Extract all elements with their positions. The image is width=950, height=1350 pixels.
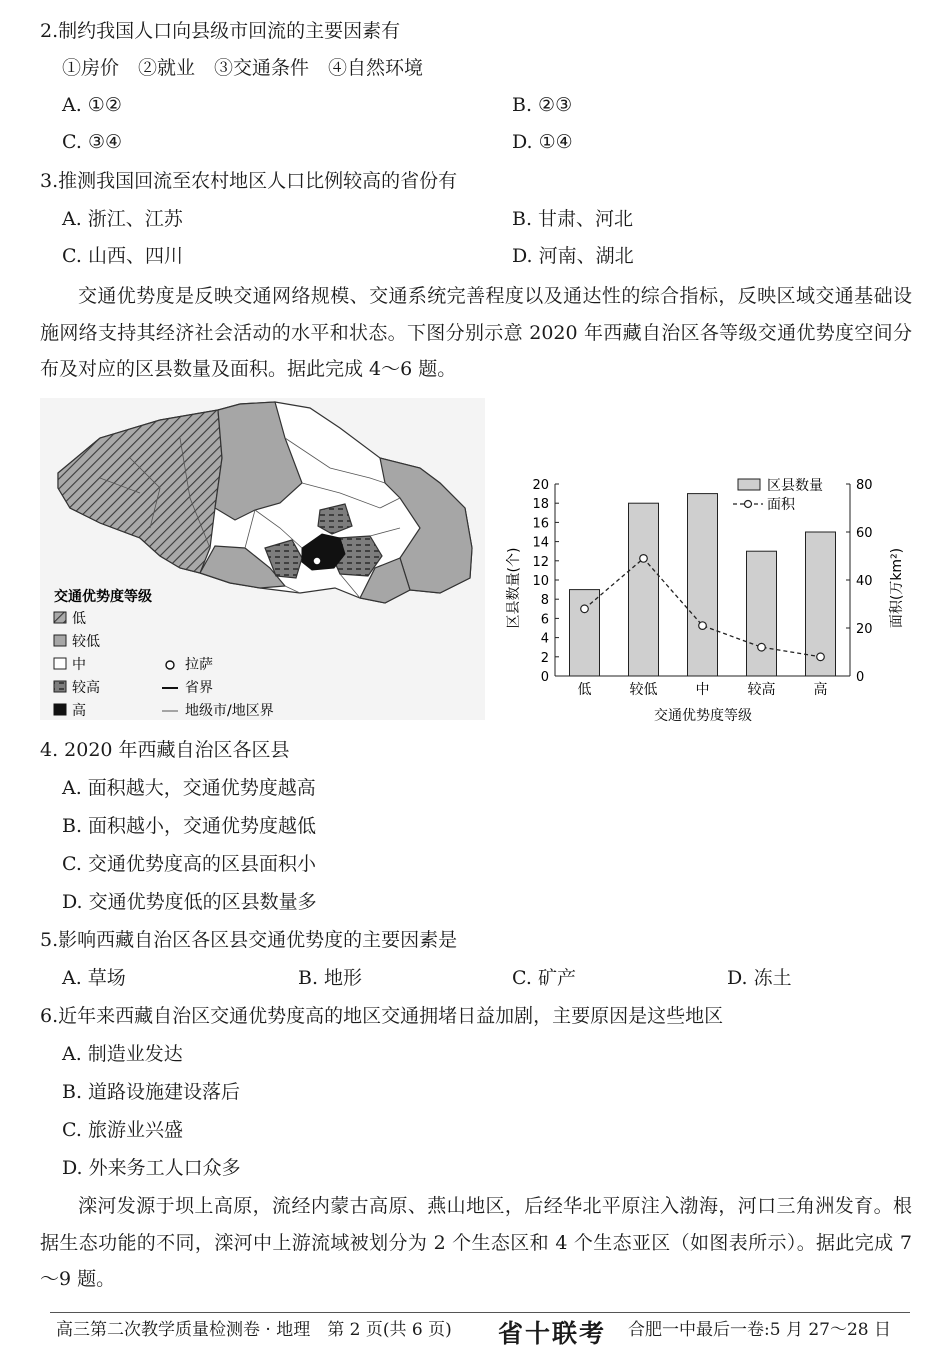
q2-option-b: B. ②③ [512,94,573,116]
passage-transport: 交通优势度是反映交通网络规模、交通系统完善程度以及通达性的综合指标，反映区域交通基础设施网络支持其经济社会活动的水平和状态。下图分别示意 2020 年西藏自治区各等级交通优势度空间分布及对应的区县数量及面积。据此完成 4～6 题。 [40,285,912,380]
legend-bar-label: 区县数量 [767,478,823,494]
chart-area-point [817,653,825,661]
q2-option-d: D. ①④ [512,131,573,153]
legend-line-label: 面积 [767,497,795,513]
chart-ytick-right-label: 80 [856,478,873,493]
q6-option-a: A. 制造业发达 [62,1043,183,1065]
tibet-transport-map [40,398,485,720]
q4-option-b: B. 面积越小，交通优势度越低 [62,815,317,837]
legend-line-marker [745,501,752,508]
q4-option-a: A. 面积越大，交通优势度越高 [62,777,316,799]
legend-label-high: 高 [72,703,86,719]
q5-option-c: C. 矿产 [512,967,576,989]
legend-swatch-high [54,704,66,715]
q3-option-d: D. 河南、湖北 [512,245,634,267]
chart-ylabel-left: 区县数量(个) [506,547,522,629]
legend-label-low: 低 [72,611,86,627]
chart-category-label: 高 [813,682,828,698]
lhasa-marker [313,557,321,565]
chart-ytick-right-label: 20 [856,622,873,637]
chart-bar [629,503,659,676]
legend-city-border-label: 地级市/地区界 [185,703,274,719]
q4-option-c: C. 交通优势度高的区县面积小 [62,853,316,875]
legend-label-higher: 较高 [72,680,100,696]
legend-label-lower: 较低 [72,634,100,650]
legend-swatch-mid [54,658,66,669]
chart-ytick-right-label: 0 [856,670,865,685]
legend-province-border-label: 省界 [185,680,213,696]
legend-swatch-higher [54,681,66,692]
chart-bar [747,551,777,676]
chart-area-point [640,555,648,563]
chart-ytick-left-label: 8 [540,593,549,609]
q2-option-c: C. ③④ [62,131,123,153]
legend-bar-swatch [738,479,760,490]
q6-option-c: C. 旅游业兴盛 [62,1119,183,1141]
footer-brand: 省十联考 [498,1319,607,1348]
chart-area-point [699,622,707,630]
chart-category-label: 较高 [747,682,776,698]
chart-category-label: 低 [577,682,592,698]
q4-option-d: D. 交通优势度低的区县数量多 [62,891,317,913]
chart-ytick-left-label: 16 [532,516,549,532]
q6-option-b: B. 道路设施建设落后 [62,1081,241,1103]
chart-ytick-left-label: 18 [532,497,549,513]
map-legend-title: 交通优势度等级 [54,589,152,605]
chart-ytick-left-label: 12 [532,554,549,570]
chart-bar [688,494,718,676]
chart-category-label: 中 [695,682,710,698]
passage-luan-river: 滦河发源于坝上高原，流经内蒙古高原、燕山地区，后经华北平原注入渤海，河口三角洲发育。根据生态功能的不同，滦河中上游流域被划分为 2 个生态区和 4 个生态亚区（如图表所示）。据此完成 7～9 题。 [40,1195,912,1290]
chart-ytick-left-label: 14 [532,535,549,551]
q3-option-c: C. 山西、四川 [62,245,183,267]
county-count-area-chart [505,468,915,723]
q3-option-a: A. 浙江、江苏 [62,208,183,230]
footer-date: 合肥一中最后一卷:5 月 27～28 日 [628,1320,892,1340]
legend-swatch-lower [54,635,66,646]
q2-items: ①房价 ②就业 ③交通条件 ④自然环境 [62,57,424,79]
q5-stem: 5.影响西藏自治区各区县交通优势度的主要因素是 [40,929,458,951]
q4-stem: 4. 2020 年西藏自治区各区县 [40,739,290,761]
legend-lhasa-icon [166,661,174,669]
q5-option-b: B. 地形 [298,967,363,989]
chart-xlabel: 交通优势度等级 [654,708,752,723]
chart-ytick-right-label: 40 [856,574,873,589]
q3-option-b: B. 甘肃、河北 [512,208,634,230]
legend-swatch-low [54,612,66,623]
chart-ytick-left-label: 20 [532,478,549,493]
chart-ytick-left-label: 4 [540,631,549,647]
footer-rule [50,1312,910,1313]
chart-area-point [758,643,766,651]
q3-stem: 3.推测我国回流至农村地区人口比例较高的省份有 [40,170,458,192]
chart-ytick-right-label: 60 [856,526,873,541]
chart-ytick-left-label: 6 [540,612,549,628]
q2-stem: 2.制约我国人口向县级市回流的主要因素有 [40,20,401,42]
q6-stem: 6.近年来西藏自治区交通优势度高的地区交通拥堵日益加剧，主要原因是这些地区 [40,1005,724,1027]
chart-ylabel-right: 面积(万km²) [889,547,905,629]
legend-label-mid: 中 [72,657,86,673]
q5-option-d: D. 冻土 [727,967,792,989]
chart-ytick-left-label: 10 [532,574,549,589]
q6-option-d: D. 外来务工人口众多 [62,1157,241,1179]
q2-option-a: A. ①② [62,94,122,116]
footer-exam-info: 高三第二次教学质量检测卷 · 地理 第 2 页(共 6 页) [56,1320,452,1340]
chart-bar [570,590,600,676]
chart-ytick-left-label: 0 [540,670,549,685]
chart-category-label: 较低 [629,682,658,698]
legend-lhasa-label: 拉萨 [185,657,213,673]
q5-option-a: A. 草场 [62,967,126,989]
chart-area-point [581,605,589,613]
chart-ytick-left-label: 2 [540,650,549,666]
